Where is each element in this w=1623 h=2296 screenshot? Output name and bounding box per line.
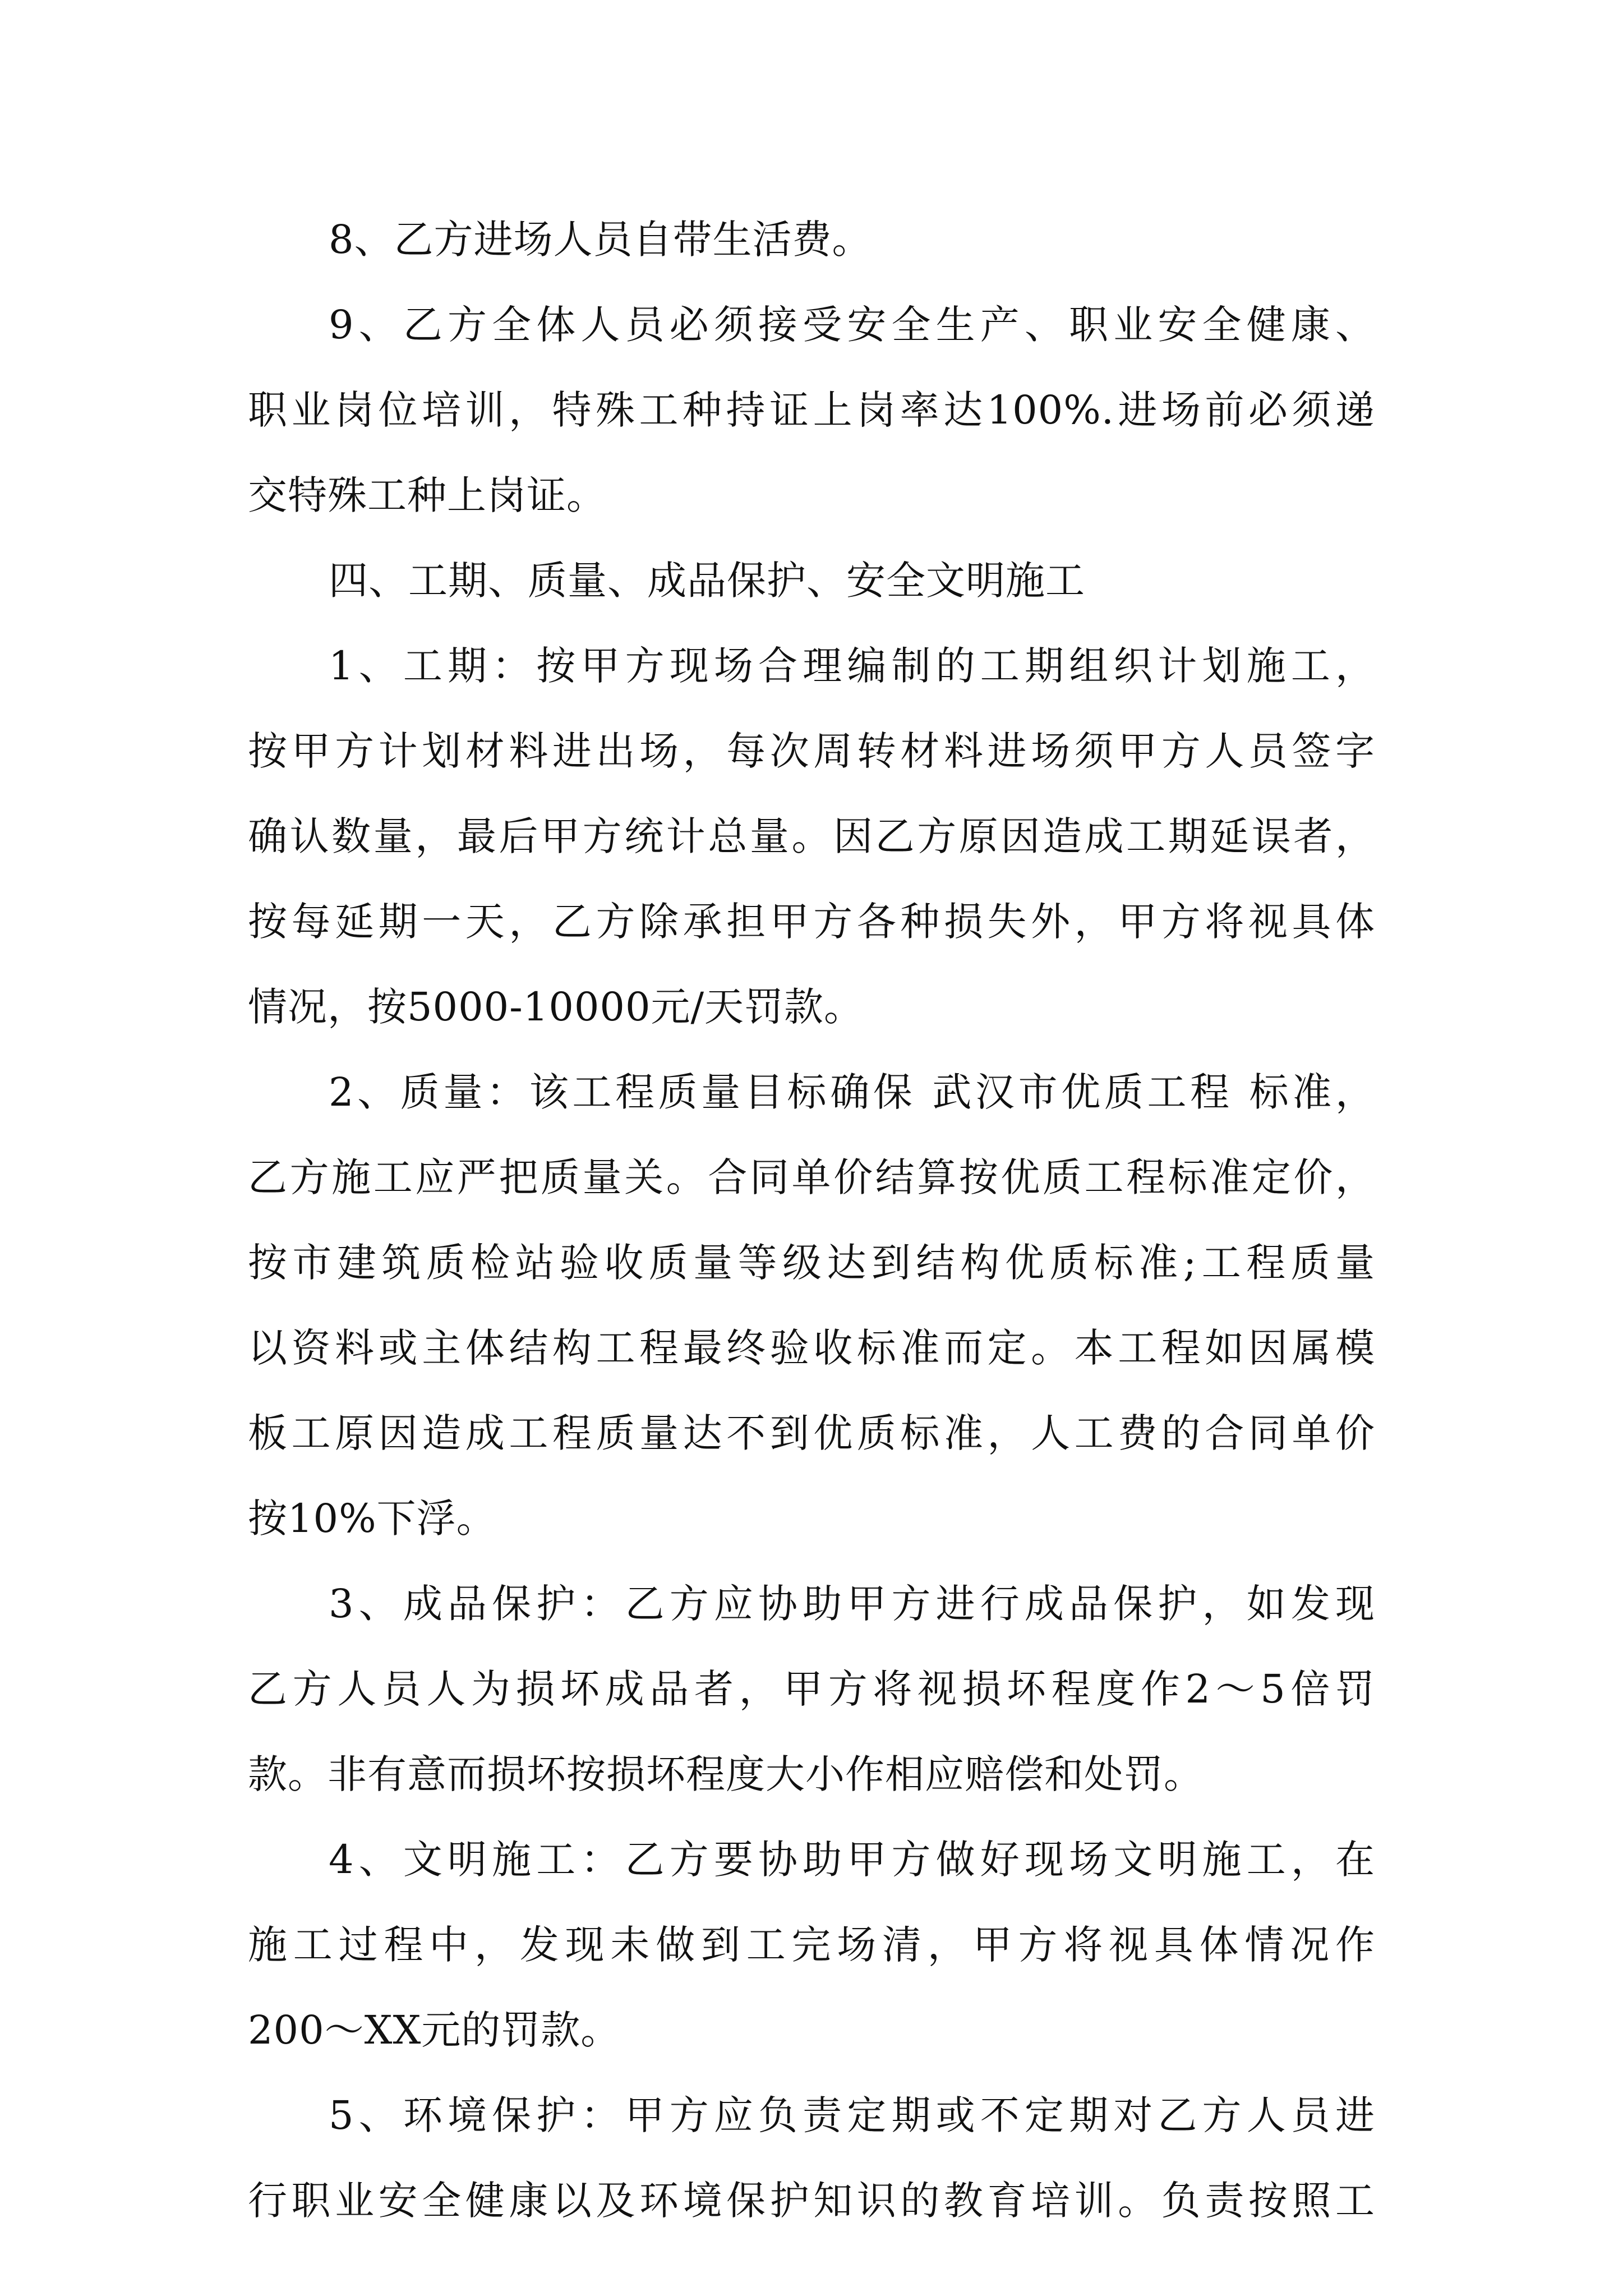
clause-1-line-3: 确认数量，最后甲方统计总量。因乙方原因造成工期延误者， (248, 813, 1375, 859)
clause-4-line-1: 4、文明施工：乙方要协助甲方做好现场文明施工，在 (329, 1837, 1375, 1883)
clause-2-line-6: 按10%下浮。 (248, 1496, 496, 1542)
clause-5-line-2: 行职业安全健康以及环境保护知识的教育培训。负责按照工 (248, 2178, 1375, 2224)
clause-1-line-5: 情况，按5000-10000元/天罚款。 (248, 984, 864, 1030)
section-4-heading: 四、工期、质量、成品保护、安全文明施工 (329, 558, 1085, 604)
clause-2-line-1: 2、质量：该工程质量目标确保 武汉市优质工程 标准， (329, 1069, 1375, 1115)
clause-2-line-4: 以资料或主体结构工程最终验收标准而定。本工程如因属模 (248, 1325, 1375, 1371)
clause-3-line-1: 3、成品保护：乙方应协助甲方进行成品保护，如发现 (329, 1581, 1375, 1627)
clause-2-line-2: 乙方施工应严把质量关。合同单价结算按优质工程标准定价， (248, 1154, 1375, 1200)
clause-1-line-4: 按每延期一天，乙方除承担甲方各种损失外，甲方将视具体 (248, 899, 1375, 945)
item-9-line-3: 交特殊工种上岗证。 (248, 472, 606, 518)
clause-5-line-1: 5、环境保护：甲方应负责定期或不定期对乙方人员进 (329, 2092, 1375, 2138)
clause-2-line-3: 按市建筑质检站验收质量等级达到结构优质标准;工程质量 (248, 1240, 1375, 1286)
clause-4-line-2: 施工过程中，发现未做到工完场清，甲方将视具体情况作 (248, 1922, 1375, 1968)
clause-4-line-3: 200～XX元的罚款。 (248, 2007, 621, 2053)
item-9-line-2: 职业岗位培训，特殊工种持证上岗率达100%.进场前必须递 (248, 387, 1375, 433)
clause-3-line-2: 乙方人员人为损坏成品者，甲方将视损坏程度作2～5倍罚 (248, 1666, 1375, 1712)
item-8-line: 8、乙方进场人员自带生活费。 (329, 217, 872, 263)
clause-1-line-1: 1、工期：按甲方现场合理编制的工期组织计划施工， (329, 643, 1375, 689)
item-9-line-1: 9、乙方全体人员必须接受安全生产、职业安全健康、 (329, 302, 1375, 348)
clause-2-line-5: 板工原因造成工程质量达不到优质标准，人工费的合同单价 (248, 1410, 1375, 1456)
clause-3-line-3: 款。非有意而损坏按损坏程度大小作相应赔偿和处罚。 (248, 1751, 1204, 1797)
clause-1-line-2: 按甲方计划材料进出场，每次周转材料进场须甲方人员签字 (248, 728, 1375, 774)
